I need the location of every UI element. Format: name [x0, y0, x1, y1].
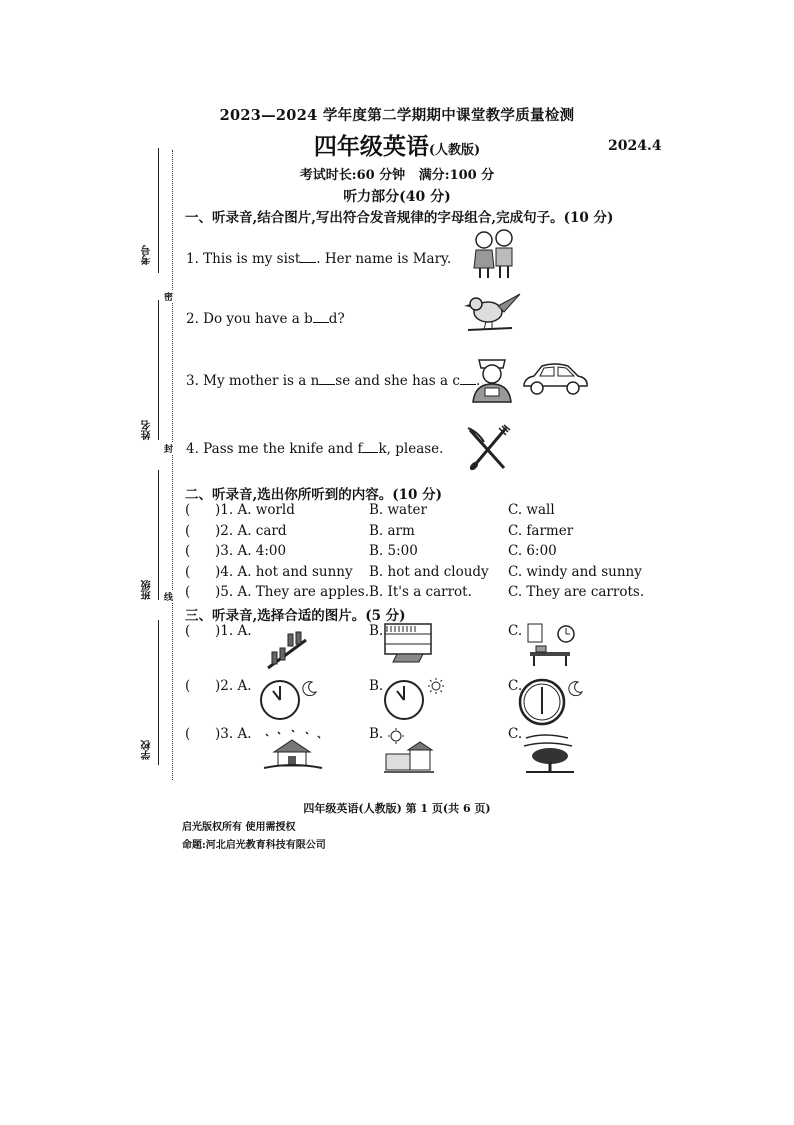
option-b-label: B.	[369, 726, 384, 742]
car-picture	[520, 360, 590, 398]
item-text: .	[475, 373, 481, 389]
item-text: 4. Pass me the knife and f	[186, 441, 363, 457]
option-a: )2. A. card	[215, 522, 287, 539]
children-picture	[468, 228, 520, 280]
answer-paren[interactable]: (	[185, 522, 191, 539]
seal-feng: 封	[164, 442, 173, 455]
clock-day-picture[interactable]	[382, 676, 448, 722]
school-line	[158, 620, 159, 765]
answer-paren[interactable]: (	[185, 678, 191, 694]
section2-row-5	[185, 584, 655, 605]
option-a: )3. A. 4:00	[215, 543, 287, 559]
answer-paren[interactable]: (	[185, 563, 191, 580]
section2-heading: 二、听录音,选出你所听到的内容。(10 分)	[185, 487, 442, 503]
section2-row-2	[185, 523, 655, 544]
author-notice: 命题:河北启光教育科技有限公司	[182, 840, 326, 851]
page-title	[0, 128, 794, 161]
class-label: 班级	[142, 580, 153, 600]
answer-paren[interactable]: (	[185, 543, 191, 559]
answer-blank[interactable]	[313, 310, 329, 323]
option-b: B. hot and cloudy	[369, 563, 489, 580]
answer-paren[interactable]: (	[185, 726, 191, 742]
full-score: 满分:100 分	[418, 168, 495, 183]
item-text: 1. This is my sist	[186, 251, 301, 267]
option-c: C. windy and sunny	[508, 563, 642, 580]
clock-night-picture[interactable]	[258, 676, 324, 722]
answer-paren[interactable]: (	[185, 584, 191, 600]
listening-part-title: 听力部分(40 分)	[343, 189, 451, 205]
exam-name: 2023—2024 学年度第二学期期中课堂教学质量检测	[219, 107, 575, 124]
option-b-label: B.	[369, 623, 384, 639]
option-b: B. 5:00	[369, 543, 418, 559]
snowy-house-picture[interactable]	[262, 728, 324, 774]
dining-room-picture[interactable]	[262, 630, 312, 672]
item-text: se and she has a c	[335, 373, 460, 389]
option-c-label: C.	[508, 726, 523, 742]
title-text: 四年级英语	[313, 133, 429, 160]
copyright-notice: 启光版权所有 使用需授权	[182, 822, 296, 833]
sunny-house-picture[interactable]	[382, 728, 436, 774]
option-a: )1. A. world	[215, 502, 295, 518]
section2-list	[185, 502, 655, 605]
answer-blank[interactable]	[362, 440, 378, 453]
option-c: C. They are carrots.	[508, 584, 645, 600]
option-a-label: )3. A.	[215, 726, 252, 742]
class-line	[158, 470, 159, 600]
option-b: B. water	[369, 502, 427, 518]
option-b-label: B.	[369, 678, 384, 694]
option-c-label: C.	[508, 678, 523, 694]
option-b: B. It's a carrot.	[369, 584, 472, 600]
option-a: )4. A. hot and sunny	[215, 563, 353, 580]
windy-picture[interactable]	[520, 728, 578, 774]
section1-item-3	[186, 372, 480, 389]
option-c-label: C.	[508, 623, 523, 639]
option-c: C. farmer	[508, 522, 574, 539]
section1-item-1	[186, 250, 451, 267]
section2-row-3	[185, 543, 655, 564]
section3-heading: 三、听录音,选择合适的图片。(5 分)	[185, 608, 406, 624]
item-text: . Her name is Mary.	[316, 251, 452, 267]
item-text: 3. My mother is a n	[186, 373, 320, 389]
seal-xian: 线	[164, 590, 173, 603]
answer-paren[interactable]: (	[185, 502, 191, 518]
item-text: k, please.	[378, 441, 444, 457]
seal-dotted-line	[172, 150, 173, 780]
school-label: 学校	[142, 740, 153, 760]
section1-item-2	[186, 310, 345, 327]
option-c: C. 6:00	[508, 543, 557, 559]
title-edition: (人教版)	[428, 143, 481, 158]
teachers-office-picture[interactable]	[522, 622, 580, 668]
exam-date: 2024.4	[608, 138, 662, 154]
section1-item-4	[186, 440, 443, 457]
duration: 考试时长:60 分钟	[299, 168, 406, 183]
name-line	[158, 300, 159, 440]
answer-paren[interactable]: (	[185, 623, 191, 639]
name-label: 姓名	[142, 420, 153, 440]
section2-row-4	[185, 564, 655, 585]
option-a: )5. A. They are apples.	[215, 584, 370, 600]
bird-picture	[462, 290, 522, 336]
option-c: C. wall	[508, 502, 555, 518]
seal-mi: 密	[164, 290, 173, 303]
answer-blank[interactable]	[319, 372, 335, 385]
answer-blank[interactable]	[300, 250, 316, 263]
binding-margin	[130, 140, 180, 780]
item-text: 2. Do you have a b	[186, 311, 313, 327]
knife-fork-picture	[464, 424, 512, 472]
exam-info	[0, 164, 794, 183]
option-a-label: )1. A.	[215, 623, 252, 639]
section1-heading: 一、听录音,结合图片,写出符合发音规律的字母组合,完成句子。(10 分)	[185, 210, 614, 226]
option-a-label: )2. A.	[215, 678, 252, 694]
option-b: B. arm	[369, 522, 415, 539]
clock-evening-picture[interactable]	[518, 676, 588, 726]
nurse-picture	[465, 352, 519, 404]
item-text: d?	[328, 311, 345, 327]
exam-number-label: 考号	[142, 245, 153, 265]
library-picture[interactable]	[383, 622, 433, 664]
section2-row-1	[185, 502, 655, 523]
page-footer: 四年级英语(人教版) 第 1 页(共 6 页)	[303, 802, 491, 815]
